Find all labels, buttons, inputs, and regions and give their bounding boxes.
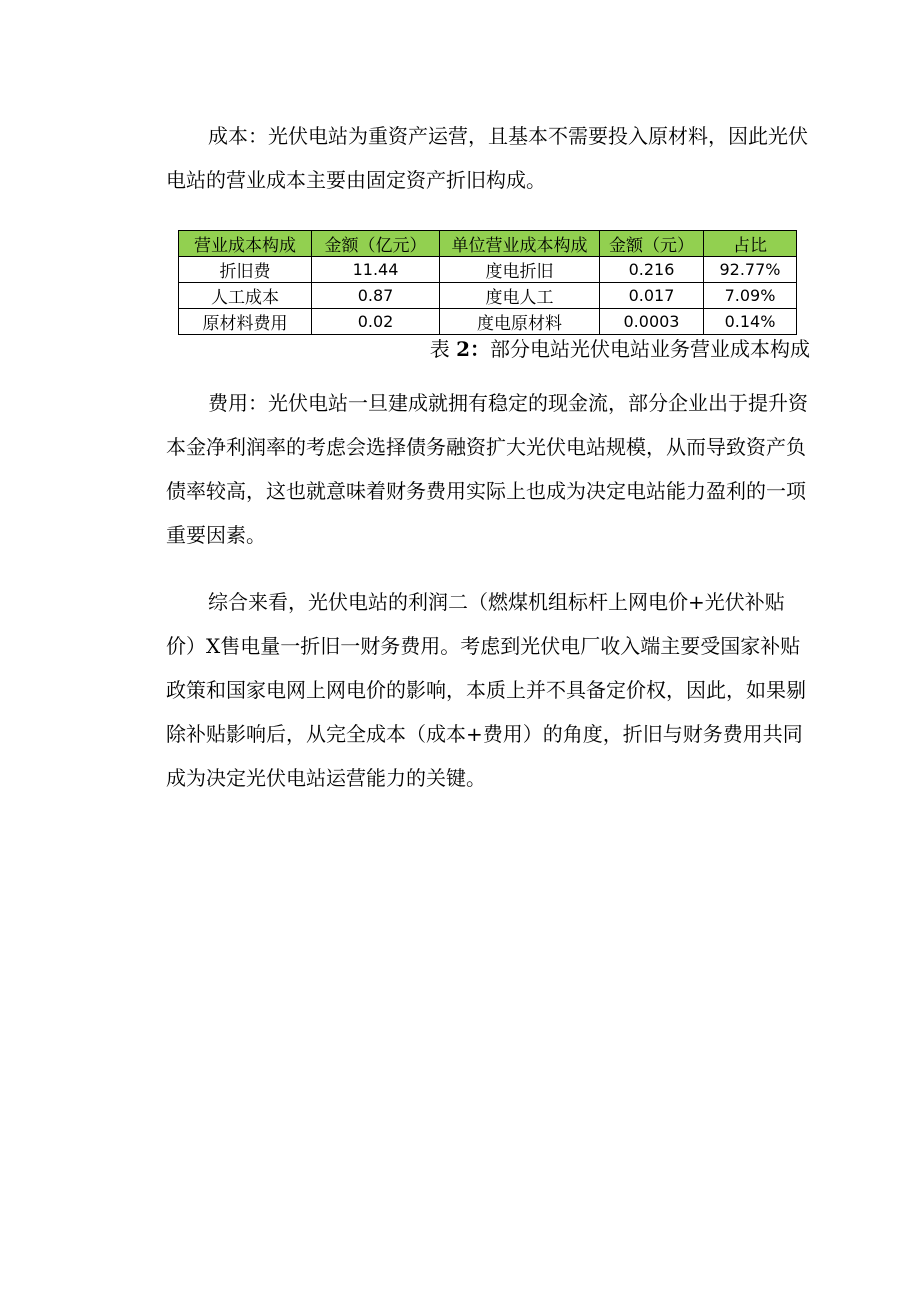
- caption-number: 2：: [456, 337, 490, 361]
- cost-table-container: [178, 230, 796, 335]
- cell-amount: 0.02: [312, 309, 440, 335]
- table-row: [179, 257, 797, 283]
- header-unit-cost-item: 单位营业成本构成: [440, 231, 600, 257]
- cell-share: 0.14%: [704, 309, 797, 335]
- caption-prefix: 表: [429, 337, 450, 361]
- cell-unit-amount: 0.017: [600, 283, 704, 309]
- cost-structure-table: [178, 230, 797, 335]
- cell-cost-item: 原材料费用: [179, 309, 312, 335]
- header-cost-item: 营业成本构成: [179, 231, 312, 257]
- table-caption: [430, 334, 810, 364]
- cell-unit-amount: 0.216: [600, 257, 704, 283]
- cell-unit-amount: 0.0003: [600, 309, 704, 335]
- table-row: [179, 309, 797, 335]
- cell-unit-cost-item: 度电原材料: [440, 309, 600, 335]
- paragraph-cost: 成本：光伏电站为重资产运营，且基本不需要投入原材料，因此光伏电站的营业成本主要由固定资产折旧构成。: [166, 124, 808, 192]
- paragraph-summary: 综合来看，光伏电站的利润二（燃煤机组标杆上网电价+光伏补贴价）X售电量一折旧一财务费用。考虑到光伏电厂收入端主要受国家补贴政策和国家电网上网电价的影响，本质上并不具备定价权，因此，如果剔除补贴影响后，从完全成本（成本+费用）的角度，折旧与财务费用共同成为决定光伏电站运营能力的关键。: [166, 590, 806, 790]
- cell-cost-item: 人工成本: [179, 283, 312, 309]
- cell-cost-item: 折旧费: [179, 257, 312, 283]
- cell-unit-cost-item: 度电人工: [440, 283, 600, 309]
- table-header-row: [179, 231, 797, 257]
- header-amount-100m-yuan: 金额（亿元）: [312, 231, 440, 257]
- cell-unit-cost-item: 度电折旧: [440, 257, 600, 283]
- caption-text: 部分电站光伏电站业务营业成本构成: [490, 337, 810, 361]
- header-share: 占比: [704, 231, 797, 257]
- cell-share: 7.09%: [704, 283, 797, 309]
- table-row: [179, 283, 797, 309]
- cell-amount: 0.87: [312, 283, 440, 309]
- cell-amount: 11.44: [312, 257, 440, 283]
- paragraph-expense: 费用：光伏电站一旦建成就拥有稳定的现金流，部分企业出于提升资本金净利润率的考虑会选择债务融资扩大光伏电站规模，从而导致资产负债率较高，这也就意味着财务费用实际上也成为决定电站能力盈利的一项重要因素。: [166, 391, 808, 547]
- header-amount-yuan: 金额（元）: [600, 231, 704, 257]
- cell-share: 92.77%: [704, 257, 797, 283]
